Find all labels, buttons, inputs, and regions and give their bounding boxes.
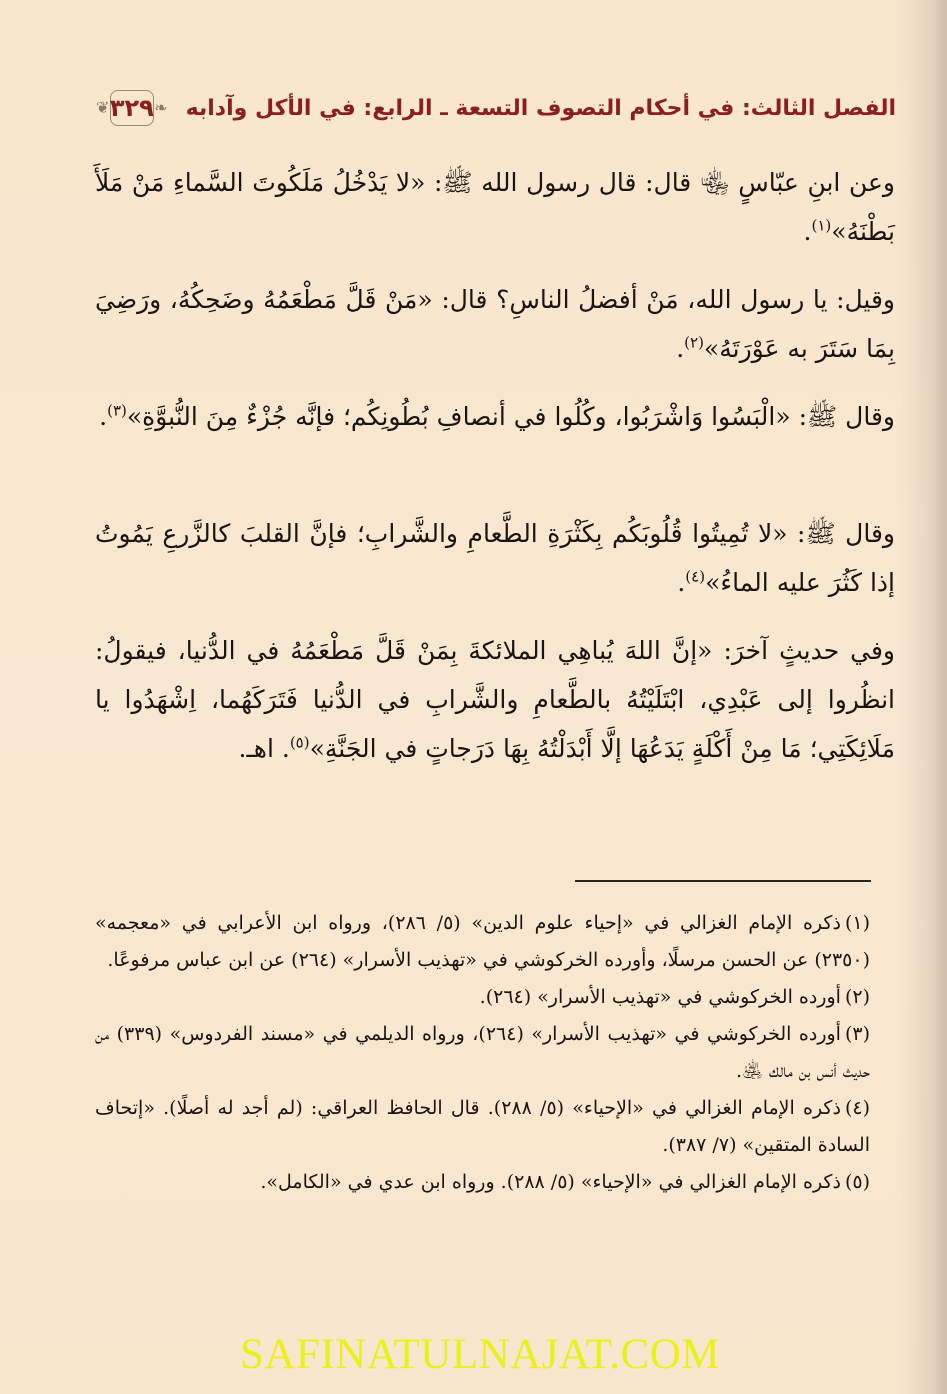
paragraph-text: وقال ﷺ: «الْبَسُوا وَاشْرَبُوا، وكُلُوا في أنصافِ بُطُونِكُم؛ فإنَّه جُزْءٌ مِنَ النُّبوَّةِ» (126, 402, 895, 431)
paragraph (95, 509, 895, 607)
floral-ornament-icon: ❦ (96, 98, 110, 117)
paragraph-end: . اهـ. (238, 734, 290, 763)
paragraph (95, 275, 895, 373)
footnote-reference: (١) (811, 216, 832, 235)
footnote (95, 1016, 870, 1090)
footnote (95, 1164, 870, 1201)
paragraph-end: . (677, 568, 686, 597)
paragraph (95, 392, 895, 490)
floral-ornament-icon: ❧ (154, 98, 168, 117)
paragraph (95, 158, 895, 256)
footnotes (95, 905, 870, 1201)
footnote-number: (٤) (844, 1097, 870, 1119)
footnote-number: (٥) (844, 1171, 870, 1193)
main-text (95, 158, 895, 792)
footnote-number: (٢) (844, 986, 870, 1008)
footnote-reference: (٥) (289, 733, 310, 752)
paragraph (95, 626, 895, 773)
chapter-title: الفصل الثالث: في أحكام التصوف التسعة ـ الرابع: في الأكل وآدابه (185, 95, 896, 121)
paragraph-end: . (676, 334, 685, 363)
footnote-reference: (٣) (107, 401, 127, 420)
footnote-reference: (٤) (685, 567, 706, 586)
footnote-number: (٣) (844, 1023, 871, 1045)
page-number-frame (96, 88, 168, 128)
paragraph-end: . (803, 217, 812, 246)
footnote-text: ذكره الإمام الغزالي في «الإحياء» (٥/ ٢٨٨). قال الحافظ العراقي: (لم أجد له أصلًا). «إتحاف السادة المتقين» (٧/ ٣٨٧). (95, 1097, 870, 1156)
paragraph-end: . (99, 402, 108, 431)
page-number: ٣٢٩ (109, 94, 154, 122)
paragraph-text: وفي حديثٍ آخرَ: «إنَّ اللهَ يُباهِي الملائكةَ بِمَنْ قَلَّ مَطْعَمُهُ في الدُّنيا، فيقولُ: انظُروا إلى عَبْدِي، ابْتَلَيْتُهُ بالطَّعامِ والشَّرابِ في الدُّنيا فَتَرَكَهُما، اِشْهَدُوا يا مَلَائِكَتِي؛ مَا مِنْ أَكْلَةٍ يَدَعُهَا إلَّا أَبْدَلْتُهُ بِهَا دَرَجاتٍ في الجَنَّةِ» (95, 636, 895, 763)
paragraph-text: وعن ابنِ عبّاسٍ ﵄ قال: قال رسول الله ﷺ: «لا يَدْخُلُ مَلَكُوتَ السَّماءِ مَنْ مَلَأَ بَطْنَهُ» (95, 168, 895, 246)
footnote (95, 979, 870, 1016)
footnote-text: أورده الخركوشي في «تهذيب الأسرار» (٢٦٤). (479, 986, 841, 1008)
footnote-text: ذكره الإمام الغزالي في «إحياء علوم الدين» (٥/ ٢٨٦)، ورواه ابن الأعرابي في «معجمه» (٢٣٥٠) عن الحسن مرسلًا، وأورده الخركوشي في «تهذيب الأسرار» (٢٦٤) عن ابن عباس مرفوعًا. (95, 912, 870, 971)
footnote-text: أورده الخركوشي في «تهذيب الأسرار» (٢٦٤)، ورواه الديلمي في «مسند الفردوس» (٣٣٩) من حديث أنس بن مالك ﵁. (95, 1023, 870, 1082)
running-header (96, 86, 896, 130)
paragraph-text: وقال ﷺ: «لا تُمِيتُوا قُلُوبَكُم بِكَثْرَةِ الطَّعامِ والشَّرابِ؛ فإنَّ القلبَ كالزَّرعِ يَمُوتُ إذا كَثُرَ عليه الماءُ» (95, 519, 895, 597)
footnote-text: ذكره الإمام الغزالي في «الإحياء» (٥/ ٢٨٨). ورواه ابن عدي في «الكامل». (260, 1171, 841, 1193)
website-watermark: SAFINATULNAJAT.COM (239, 1331, 721, 1378)
footnote (95, 905, 870, 979)
footnote-reference: (٢) (684, 333, 704, 352)
footnote-separator (575, 880, 871, 882)
footnote-number: (١) (844, 912, 870, 934)
paragraph-text: وقيل: يا رسول الله، مَنْ أفضلُ الناسِ؟ قال: «مَنْ قَلَّ مَطْعَمُهُ وضَحِكُهُ، ورَضِيَ بِمَا سَتَرَ به عَوْرَتَهُ» (95, 285, 895, 363)
footnote (95, 1090, 870, 1164)
